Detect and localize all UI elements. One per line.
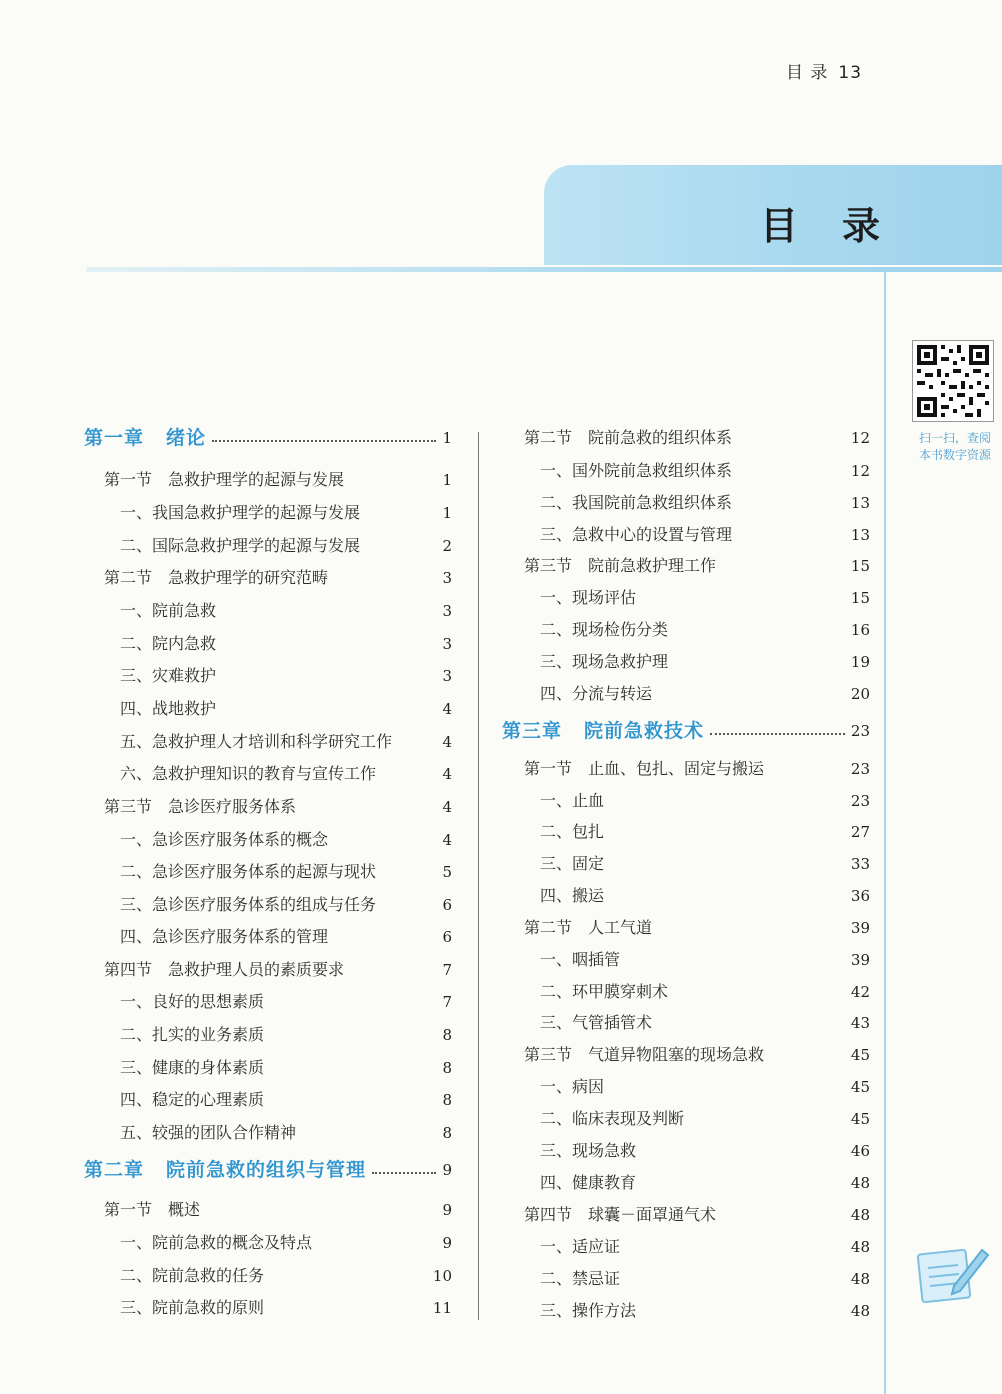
toc-item-text: 四、搬运 — [540, 886, 605, 905]
notepad-pencil-icon — [914, 1240, 990, 1310]
toc-item-text: 三、健康的身体素质 — [120, 1058, 265, 1077]
toc-item-title — [540, 1171, 636, 1195]
toc-page-number: 19 — [850, 653, 870, 671]
toc-item-text: 三、现场急救护理 — [540, 652, 669, 671]
toc-item[interactable] — [540, 1235, 870, 1259]
toc-item[interactable] — [120, 632, 452, 656]
toc-section-title — [104, 958, 344, 982]
toc-chapter-number: 第一章 — [84, 427, 145, 449]
toc-section-number: 第三节 — [524, 1045, 573, 1064]
toc-item-text: 二、院内急救 — [120, 634, 217, 653]
toc-page-number: 10 — [432, 1267, 452, 1285]
toc-page-number: 39 — [850, 919, 870, 937]
leader-dots — [212, 440, 436, 442]
toc-item-text: 三、操作方法 — [540, 1301, 637, 1320]
toc-item-title — [540, 820, 604, 844]
banner-rule — [86, 267, 1002, 272]
toc-item-text: 二、现场检伤分类 — [540, 620, 669, 639]
toc-chapter[interactable] — [84, 1158, 452, 1182]
qr-caption — [910, 430, 1000, 464]
toc-page-number: 23 — [850, 722, 870, 740]
toc-item-title — [540, 523, 732, 547]
toc-page-number: 4 — [442, 798, 452, 816]
toc-section-text: 急救护理学的起源与发展 — [168, 470, 345, 489]
toc-section-number: 第二节 — [524, 428, 573, 447]
toc-page-number: 13 — [850, 494, 870, 512]
toc-item-text: 二、包扎 — [540, 822, 605, 841]
toc-item-title — [540, 682, 652, 706]
toc-section-title — [104, 1198, 200, 1222]
toc-section[interactable] — [524, 1203, 870, 1227]
toc-page-number: 3 — [442, 635, 452, 653]
toc-item[interactable] — [540, 852, 870, 876]
toc-section-text: 急诊医疗服务体系 — [168, 797, 297, 816]
toc-section-number: 第二节 — [104, 568, 153, 587]
toc-section-number: 第一节 — [524, 759, 573, 778]
toc-item-title — [540, 459, 732, 483]
toc-item[interactable] — [540, 491, 870, 515]
toc-section-number: 第三节 — [104, 797, 153, 816]
toc-section-number: 第四节 — [524, 1205, 573, 1224]
toc-item[interactable] — [540, 820, 870, 844]
toc-item-text: 二、院前急救的任务 — [120, 1266, 265, 1285]
toc-chapter-title — [84, 426, 206, 450]
toc-item-text: 三、急救中心的设置与管理 — [540, 525, 733, 544]
qr-code[interactable] — [912, 340, 994, 422]
toc-item-title — [120, 599, 216, 623]
toc-page-number: 45 — [850, 1110, 870, 1128]
running-header-label: 目 录 — [786, 63, 829, 83]
toc-item[interactable] — [120, 1056, 452, 1080]
toc-item-text: 一、咽插管 — [540, 950, 621, 969]
toc-item[interactable] — [120, 697, 452, 721]
toc-item-text: 四、健康教育 — [540, 1173, 637, 1192]
toc-item-title — [120, 762, 376, 786]
toc-item[interactable] — [540, 1267, 870, 1291]
toc-page-number: 5 — [442, 863, 452, 881]
toc-item[interactable] — [120, 501, 452, 525]
toc-item-title — [540, 1267, 620, 1291]
toc-page-number: 9 — [442, 1234, 452, 1252]
toc-item-title — [120, 925, 328, 949]
toc-item-title — [120, 501, 360, 525]
toc-item[interactable] — [120, 534, 452, 558]
toc-item-title — [540, 618, 668, 642]
toc-item-text: 一、病因 — [540, 1077, 605, 1096]
toc-item[interactable] — [120, 599, 452, 623]
toc-item-text: 一、止血 — [540, 791, 605, 810]
toc-item-title — [120, 1023, 264, 1047]
toc-item-text: 一、适应证 — [540, 1237, 621, 1256]
toc-page-number: 4 — [442, 700, 452, 718]
toc-item-title — [540, 491, 732, 515]
toc-item-text: 二、急诊医疗服务体系的起源与现状 — [120, 862, 377, 881]
toc-section[interactable] — [524, 916, 870, 940]
toc-item-title — [120, 1296, 264, 1320]
toc-item-text: 二、禁忌证 — [540, 1269, 621, 1288]
toc-item-title — [120, 632, 216, 656]
toc-item[interactable] — [540, 789, 870, 813]
toc-section-title — [524, 757, 764, 781]
running-header-page: 13 — [838, 63, 863, 83]
toc-item[interactable] — [120, 1023, 452, 1047]
toc-item[interactable] — [120, 1296, 452, 1320]
toc-page-number: 48 — [850, 1174, 870, 1192]
toc-item-text: 一、我国急救护理学的起源与发展 — [120, 503, 361, 522]
toc-item-text: 三、急诊医疗服务体系的组成与任务 — [120, 895, 377, 914]
toc-item-text: 一、院前急救 — [120, 601, 217, 620]
toc-item-text: 三、气管插管术 — [540, 1013, 653, 1032]
toc-item-text: 四、稳定的心理素质 — [120, 1090, 265, 1109]
toc-item[interactable] — [120, 990, 452, 1014]
toc-item[interactable] — [120, 1264, 452, 1288]
toc-item-title — [120, 1121, 296, 1145]
toc-section[interactable] — [524, 1043, 870, 1067]
toc-item-title — [540, 1299, 636, 1323]
toc-chapter-number: 第三章 — [502, 720, 563, 742]
toc-item-title — [540, 1011, 652, 1035]
toc-chapter[interactable] — [502, 719, 870, 743]
toc-item-title — [540, 884, 604, 908]
toc-section-title — [104, 795, 296, 819]
toc-item-text: 五、较强的团队合作精神 — [120, 1123, 297, 1142]
toc-page-number: 3 — [442, 667, 452, 685]
toc-page-number: 13 — [850, 526, 870, 544]
toc-item[interactable] — [540, 1107, 870, 1131]
toc-page-number: 45 — [850, 1078, 870, 1096]
toc-page-number: 1 — [442, 471, 452, 489]
toc-item-title — [540, 980, 668, 1004]
toc-section[interactable] — [104, 795, 452, 819]
toc-page-number: 48 — [850, 1238, 870, 1256]
toc-section-title — [104, 566, 328, 590]
toc-section-title — [524, 426, 732, 450]
toc-chapter-number: 第二章 — [84, 1159, 145, 1181]
toc-item-title — [540, 948, 620, 972]
toc-page-number: 43 — [850, 1014, 870, 1032]
toc-item-title — [540, 1075, 604, 1099]
toc-section-text: 气道异物阻塞的现场急救 — [588, 1045, 765, 1064]
toc-item[interactable] — [120, 893, 452, 917]
toc-item[interactable] — [120, 925, 452, 949]
toc-item-text: 二、我国院前急救组织体系 — [540, 493, 733, 512]
toc-item[interactable] — [540, 1171, 870, 1195]
toc-item-text: 四、战地救护 — [120, 699, 217, 718]
running-header — [786, 58, 862, 83]
toc-item-title — [120, 664, 216, 688]
toc-section-title — [104, 468, 344, 492]
toc-page-number: 8 — [442, 1026, 452, 1044]
toc-item[interactable] — [540, 980, 870, 1004]
toc-item[interactable] — [540, 650, 870, 674]
toc-item-title — [540, 1107, 684, 1131]
toc-page-number: 27 — [850, 823, 870, 841]
leader-dots — [710, 733, 845, 735]
toc-item-text: 二、扎实的业务素质 — [120, 1025, 265, 1044]
qr-caption-line1: 扫一扫，查阅 — [918, 431, 991, 445]
toc-page-number: 7 — [442, 993, 452, 1011]
toc-chapter[interactable] — [84, 426, 452, 450]
toc-section-text: 人工气道 — [588, 918, 653, 937]
toc-section[interactable] — [104, 958, 452, 982]
toc-section[interactable] — [104, 1198, 452, 1222]
leader-dots — [372, 1172, 436, 1174]
toc-item[interactable] — [540, 1299, 870, 1323]
toc-item-text: 三、灾难救护 — [120, 666, 217, 685]
toc-item-text: 六、急救护理知识的教育与宣传工作 — [120, 764, 377, 783]
toc-page-number: 46 — [850, 1142, 870, 1160]
toc-item-title — [120, 893, 376, 917]
toc-item[interactable] — [540, 948, 870, 972]
toc-item-text: 三、现场急救 — [540, 1141, 637, 1160]
toc-item-text: 二、国际急救护理学的起源与发展 — [120, 536, 361, 555]
toc-item[interactable] — [540, 884, 870, 908]
toc-section[interactable] — [104, 566, 452, 590]
toc-page-number: 11 — [432, 1299, 452, 1317]
toc-item-title — [540, 650, 668, 674]
toc-page-number: 1 — [442, 504, 452, 522]
toc-item-title — [120, 534, 360, 558]
toc-item[interactable] — [540, 459, 870, 483]
toc-item-title — [540, 789, 604, 813]
toc-page-number: 4 — [442, 765, 452, 783]
toc-chapter-title — [84, 1158, 366, 1182]
toc-page-number: 3 — [442, 569, 452, 587]
toc-item[interactable] — [120, 664, 452, 688]
column-divider — [478, 432, 479, 1320]
toc-section[interactable] — [524, 757, 870, 781]
toc-section[interactable] — [104, 468, 452, 492]
toc-item-title — [120, 730, 392, 754]
toc-item[interactable] — [540, 523, 870, 547]
toc-chapter-text: 绪论 — [166, 427, 207, 449]
toc-item[interactable] — [120, 1121, 452, 1145]
toc-page-number: 48 — [850, 1270, 870, 1288]
toc-page-number: 23 — [850, 760, 870, 778]
toc-item[interactable] — [120, 762, 452, 786]
toc-item-text: 一、急诊医疗服务体系的概念 — [120, 830, 329, 849]
toc-item-text: 一、院前急救的概念及特点 — [120, 1233, 313, 1252]
toc-item-title — [540, 1235, 620, 1259]
toc-page-number: 15 — [850, 557, 870, 575]
toc-item-text: 四、急诊医疗服务体系的管理 — [120, 927, 329, 946]
toc-page-number: 6 — [442, 928, 452, 946]
toc-page-number: 1 — [442, 429, 452, 447]
toc-page-number: 4 — [442, 831, 452, 849]
toc-item-title — [120, 990, 264, 1014]
toc-page-number: 8 — [442, 1124, 452, 1142]
toc-item-text: 一、现场评估 — [540, 588, 637, 607]
toc-section-text: 急救护理人员的素质要求 — [168, 960, 345, 979]
toc-item[interactable] — [120, 828, 452, 852]
toc-section-number: 第一节 — [104, 470, 153, 489]
toc-section-text: 止血、包扎、固定与搬运 — [588, 759, 765, 778]
toc-section-number: 第一节 — [104, 1200, 153, 1219]
toc-page-number: 12 — [850, 462, 870, 480]
toc-section-text: 概述 — [168, 1200, 201, 1219]
toc-section-title — [524, 916, 652, 940]
toc-item-title — [120, 1231, 312, 1255]
toc-item-text: 五、急救护理人才培训和科学研究工作 — [120, 732, 393, 751]
toc-section-text: 院前急救的组织体系 — [588, 428, 733, 447]
toc-item[interactable] — [540, 682, 870, 706]
toc-item-title — [540, 852, 604, 876]
toc-page-number: 3 — [442, 602, 452, 620]
toc-page-number: 45 — [850, 1046, 870, 1064]
toc-section-text: 球囊－面罩通气术 — [588, 1205, 717, 1224]
toc-item-text: 四、分流与转运 — [540, 684, 653, 703]
toc-item-title — [540, 1139, 636, 1163]
toc-page-number: 8 — [442, 1059, 452, 1077]
toc-page-number: 2 — [442, 537, 452, 555]
toc-section[interactable] — [524, 426, 870, 450]
page-title: 目录 — [760, 203, 925, 248]
toc-page-number: 20 — [850, 685, 870, 703]
toc-item-title — [120, 860, 376, 884]
toc-item[interactable] — [540, 586, 870, 610]
toc-item[interactable] — [120, 730, 452, 754]
toc-section-title — [524, 1043, 764, 1067]
toc-item[interactable] — [540, 618, 870, 642]
toc-item-text: 三、固定 — [540, 854, 605, 873]
toc-item[interactable] — [540, 1075, 870, 1099]
toc-item-text: 一、良好的思想素质 — [120, 992, 265, 1011]
toc-page-number: 8 — [442, 1091, 452, 1109]
toc-section-text: 急救护理学的研究范畴 — [168, 568, 329, 587]
toc-item-title — [120, 1088, 264, 1112]
toc-section-number: 第二节 — [524, 918, 573, 937]
toc-page-number: 23 — [850, 792, 870, 810]
toc-page-number: 4 — [442, 733, 452, 751]
toc-chapter-title — [502, 719, 704, 743]
toc-item-title — [120, 1264, 264, 1288]
toc-item-text: 一、国外院前急救组织体系 — [540, 461, 733, 480]
toc-page-number: 6 — [442, 896, 452, 914]
toc-page-number: 12 — [850, 429, 870, 447]
toc-page-number: 48 — [850, 1302, 870, 1320]
toc-page-number: 48 — [850, 1206, 870, 1224]
toc-chapter-text: 院前急救技术 — [584, 720, 705, 742]
toc-section-number: 第四节 — [104, 960, 153, 979]
toc-item-title — [120, 828, 328, 852]
toc-item-title — [540, 586, 636, 610]
toc-chapter-text: 院前急救的组织与管理 — [166, 1159, 367, 1181]
toc-item-text: 二、环甲膜穿刺术 — [540, 982, 669, 1001]
toc-page-number: 36 — [850, 887, 870, 905]
toc-item-title — [120, 697, 216, 721]
toc-item-text: 三、院前急救的原则 — [120, 1298, 265, 1317]
toc-item[interactable] — [540, 1011, 870, 1035]
toc-item[interactable] — [120, 1088, 452, 1112]
toc-section[interactable] — [524, 554, 870, 578]
toc-page-number: 7 — [442, 961, 452, 979]
toc-section-text: 院前急救护理工作 — [588, 556, 717, 575]
toc-section-title — [524, 1203, 716, 1227]
toc-page-number: 9 — [442, 1201, 452, 1219]
toc-page-number: 42 — [850, 983, 870, 1001]
toc-section-number: 第三节 — [524, 556, 573, 575]
toc-page-number: 39 — [850, 951, 870, 969]
toc-page-number: 9 — [442, 1161, 452, 1179]
toc-page-number: 33 — [850, 855, 870, 873]
toc-item-text: 二、临床表现及判断 — [540, 1109, 685, 1128]
toc-item[interactable] — [120, 1231, 452, 1255]
toc-page-number: 15 — [850, 589, 870, 607]
qr-caption-line2: 本书数字资源 — [918, 448, 991, 462]
toc-page-number: 16 — [850, 621, 870, 639]
toc-section-title — [524, 554, 716, 578]
toc-item[interactable] — [540, 1139, 870, 1163]
toc-item[interactable] — [120, 860, 452, 884]
toc-item-title — [120, 1056, 264, 1080]
